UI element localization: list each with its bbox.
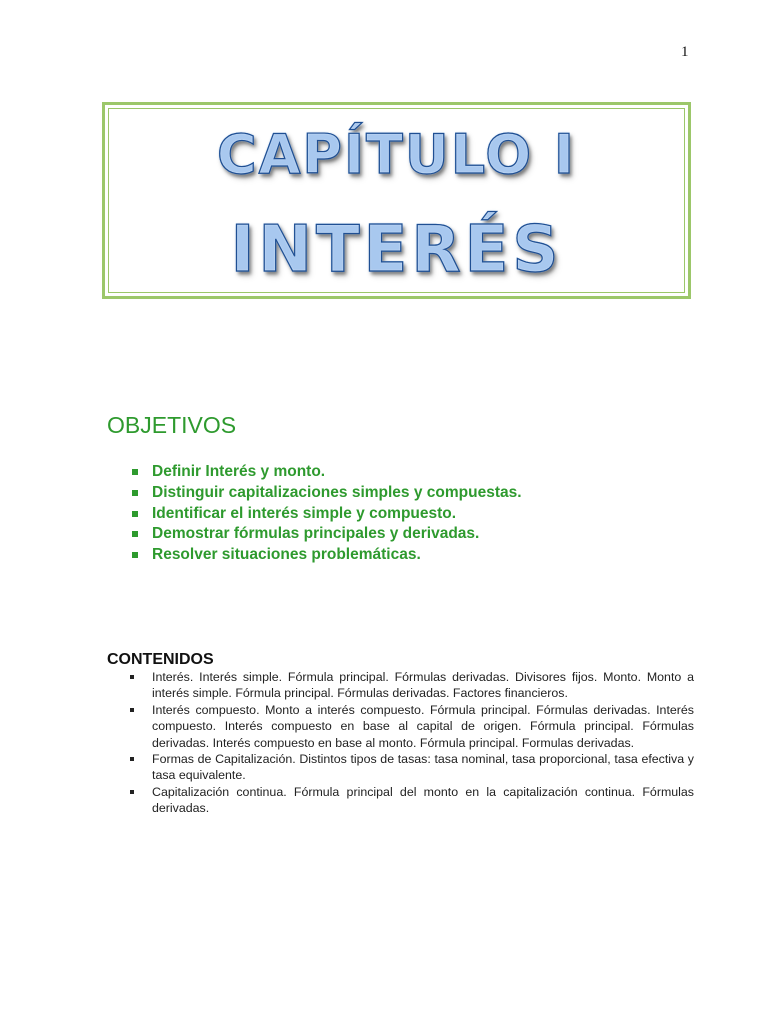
objective-item: Identificar el interés simple y compuesto. [128,504,522,525]
objective-item: Distinguir capitalizaciones simples y compuestas. [128,483,522,504]
contents-item: Interés compuesto. Monto a interés compuesto. Fórmula principal. Fórmulas derivadas. Interés compuesto. Interés compuesto en base al capital de origen. Fórmula principal. Fórmulas derivadas. Interés compuesto en base al monto. Fórmula principal. Formulas derivadas. [128,702,694,751]
objective-item: Resolver situaciones problemáticas. [128,545,522,566]
contents-list [128,669,694,817]
objectives-heading: OBJETIVOS [107,412,237,438]
objectives-list [128,462,522,566]
chapter-title: CAPÍTULO I [105,123,688,186]
contents-item: Interés. Interés simple. Fórmula principal. Fórmulas derivadas. Divisores fijos. Monto. Monto a interés simple. Fórmula principal. Fórmulas derivadas. Factores financieros. [128,669,694,702]
objective-item: Definir Interés y monto. [128,462,522,483]
page-number: 1 [681,44,689,60]
chapter-subject: INTERÉS [105,213,688,287]
chapter-title-frame [102,102,691,299]
objective-item: Demostrar fórmulas principales y derivadas. [128,524,522,545]
contents-item: Formas de Capitalización. Distintos tipos de tasas: tasa nominal, tasa proporcional, tasa efectiva y tasa equivalente. [128,751,694,784]
contents-heading: CONTENIDOS [107,651,214,668]
contents-item: Capitalización continua. Fórmula principal del monto en la capitalización continua. Fórmulas derivadas. [128,784,694,817]
